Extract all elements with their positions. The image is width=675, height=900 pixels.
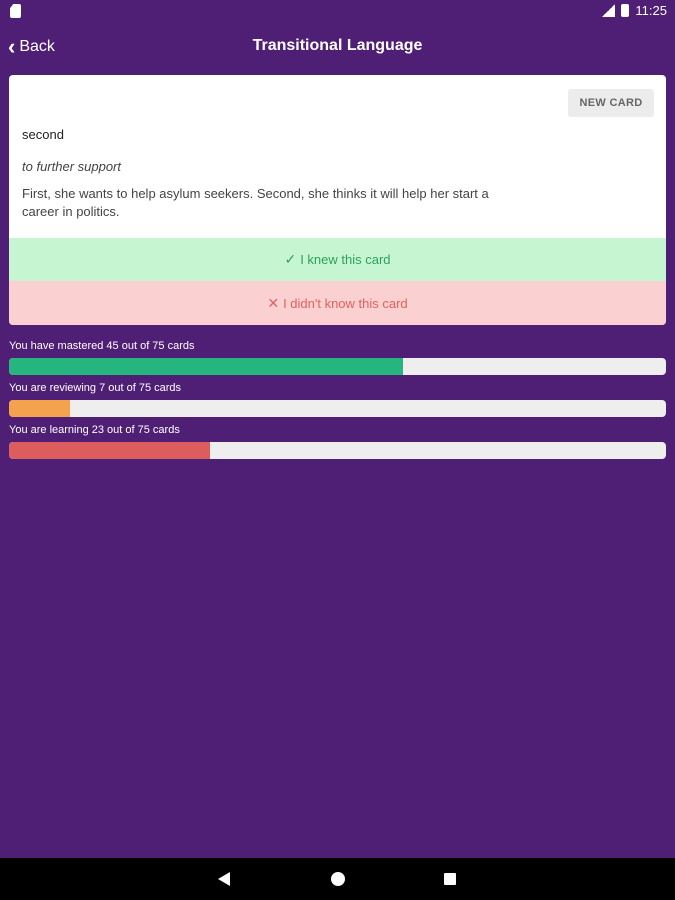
check-icon: ✓	[284, 251, 297, 267]
battery-icon	[621, 4, 629, 17]
signal-icon	[602, 4, 615, 17]
close-icon: ✕	[267, 294, 280, 311]
knew-card-button[interactable]	[9, 238, 666, 281]
reviewing-progress-fill	[9, 400, 70, 417]
reviewing-progress-bar	[9, 400, 666, 417]
card-definition: to further support	[22, 159, 121, 174]
didnt-know-card-button[interactable]	[9, 281, 666, 325]
chevron-left-icon: ‹	[8, 34, 16, 59]
sd-card-icon	[10, 4, 21, 18]
mastered-progress-bar	[9, 358, 666, 375]
back-label: Back	[19, 38, 55, 55]
reviewing-progress-label: You are reviewing 7 out of 75 cards	[9, 382, 182, 394]
learning-progress-bar	[9, 442, 666, 459]
status-right	[602, 3, 667, 18]
knew-card-label: I knew this card	[300, 252, 391, 267]
app-bar	[0, 24, 675, 72]
page-title: Transitional Language	[252, 37, 423, 54]
learning-progress-fill	[9, 442, 210, 459]
card-example: First, she wants to help asylum seekers. Second, she thinks it will help her start a career in politics.	[22, 186, 489, 219]
status-bar	[0, 0, 675, 24]
learning-progress-label: You are learning 23 out of 75 cards	[9, 424, 180, 436]
nav-home-icon[interactable]	[331, 872, 345, 886]
mastered-progress-fill	[9, 358, 403, 375]
system-nav-bar	[0, 858, 675, 900]
nav-back-icon[interactable]	[218, 872, 230, 886]
status-left	[10, 4, 21, 21]
card-term: second	[22, 127, 64, 142]
status-time: 11:25	[635, 3, 667, 18]
nav-recents-icon[interactable]	[444, 873, 456, 885]
new-card-button[interactable]: NEW CARD	[568, 89, 654, 117]
mastered-progress-label: You have mastered 45 out of 75 cards	[9, 340, 195, 352]
didnt-know-card-label: I didn't know this card	[283, 295, 408, 311]
flashcard	[9, 75, 666, 325]
